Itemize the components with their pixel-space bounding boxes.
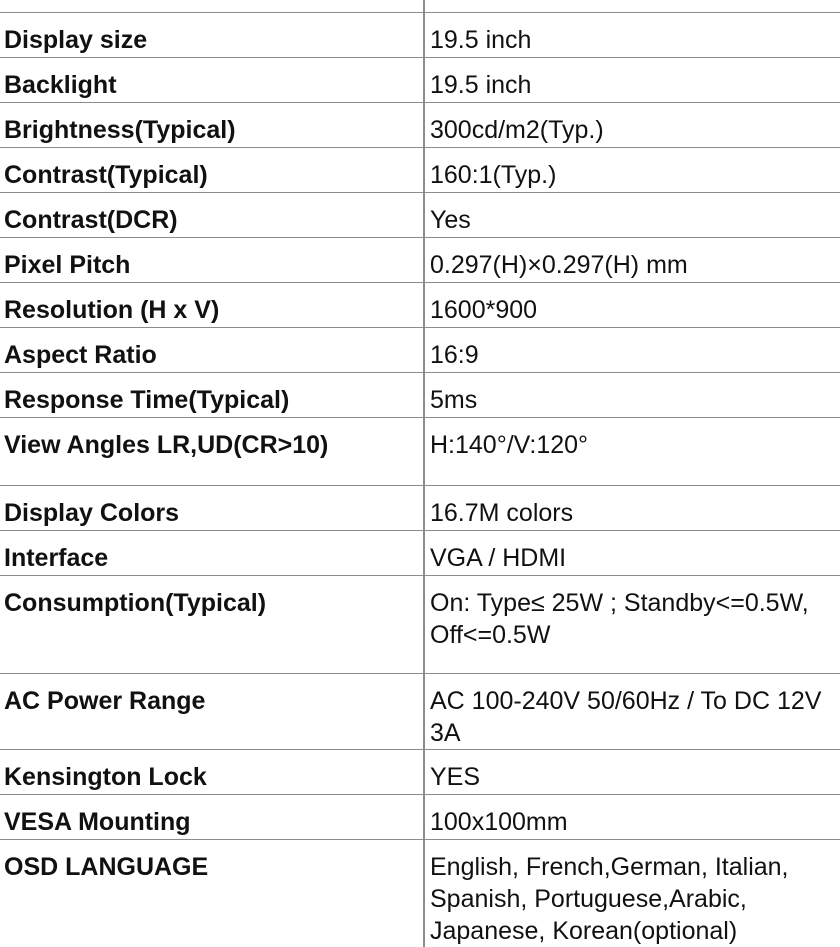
spec-value: 16:9	[424, 327, 840, 372]
top-strip-label-cell	[0, 0, 424, 12]
table-row	[0, 839, 840, 947]
spec-value: Yes	[424, 192, 840, 237]
spec-label: OSD LANGUAGE	[0, 839, 424, 947]
spec-value: 19.5 inch	[424, 12, 840, 57]
spec-value: 1600*900	[424, 282, 840, 327]
spec-value: 19.5 inch	[424, 57, 840, 102]
table-row	[0, 530, 840, 575]
table-row	[0, 102, 840, 147]
spec-label: Display Colors	[0, 485, 424, 530]
table-top-strip	[0, 0, 840, 12]
table-row	[0, 372, 840, 417]
table-row	[0, 12, 840, 57]
spec-label: Aspect Ratio	[0, 327, 424, 372]
spec-value: On: Type≤ 25W ; Standby<=0.5W, Off<=0.5W	[424, 575, 840, 673]
table-row	[0, 575, 840, 673]
spec-label: Kensington Lock	[0, 749, 424, 794]
table-row	[0, 327, 840, 372]
spec-label: Backlight	[0, 57, 424, 102]
spec-label: VESA Mounting	[0, 794, 424, 839]
spec-label: Interface	[0, 530, 424, 575]
table-row	[0, 417, 840, 485]
spec-label: Display size	[0, 12, 424, 57]
spec-value: 16.7M colors	[424, 485, 840, 530]
spec-label: Contrast(DCR)	[0, 192, 424, 237]
spec-label: Resolution (H x V)	[0, 282, 424, 327]
top-strip-value-cell	[424, 0, 840, 12]
spec-label: AC Power Range	[0, 673, 424, 749]
spec-value: H:140°/V:120°	[424, 417, 840, 485]
spec-label: View Angles LR,UD(CR>10)	[0, 417, 424, 485]
spec-label: Consumption(Typical)	[0, 575, 424, 673]
spec-value: 0.297(H)×0.297(H) mm	[424, 237, 840, 282]
spec-value: 160:1(Typ.)	[424, 147, 840, 192]
table-row	[0, 147, 840, 192]
spec-value: YES	[424, 749, 840, 794]
table-row	[0, 485, 840, 530]
table-row	[0, 192, 840, 237]
spec-value: AC 100-240V 50/60Hz / To DC 12V 3A	[424, 673, 840, 749]
spec-label: Brightness(Typical)	[0, 102, 424, 147]
table-row	[0, 673, 840, 749]
spec-value: English, French,German, Italian, Spanish, Portuguese,Arabic, Japanese, Korean(optional)	[430, 852, 789, 945]
spec-value: 5ms	[424, 372, 840, 417]
table-row	[0, 794, 840, 839]
table-row	[0, 282, 840, 327]
spec-value: 100x100mm	[424, 794, 840, 839]
spec-value: 300cd/m2(Typ.)	[424, 102, 840, 147]
spec-value: VGA / HDMI	[424, 530, 840, 575]
spec-label: Pixel Pitch	[0, 237, 424, 282]
table-row	[0, 57, 840, 102]
spec-label: Response Time(Typical)	[0, 372, 424, 417]
spec-label: Contrast(Typical)	[0, 147, 424, 192]
table-row	[0, 749, 840, 794]
table-row	[0, 237, 840, 282]
